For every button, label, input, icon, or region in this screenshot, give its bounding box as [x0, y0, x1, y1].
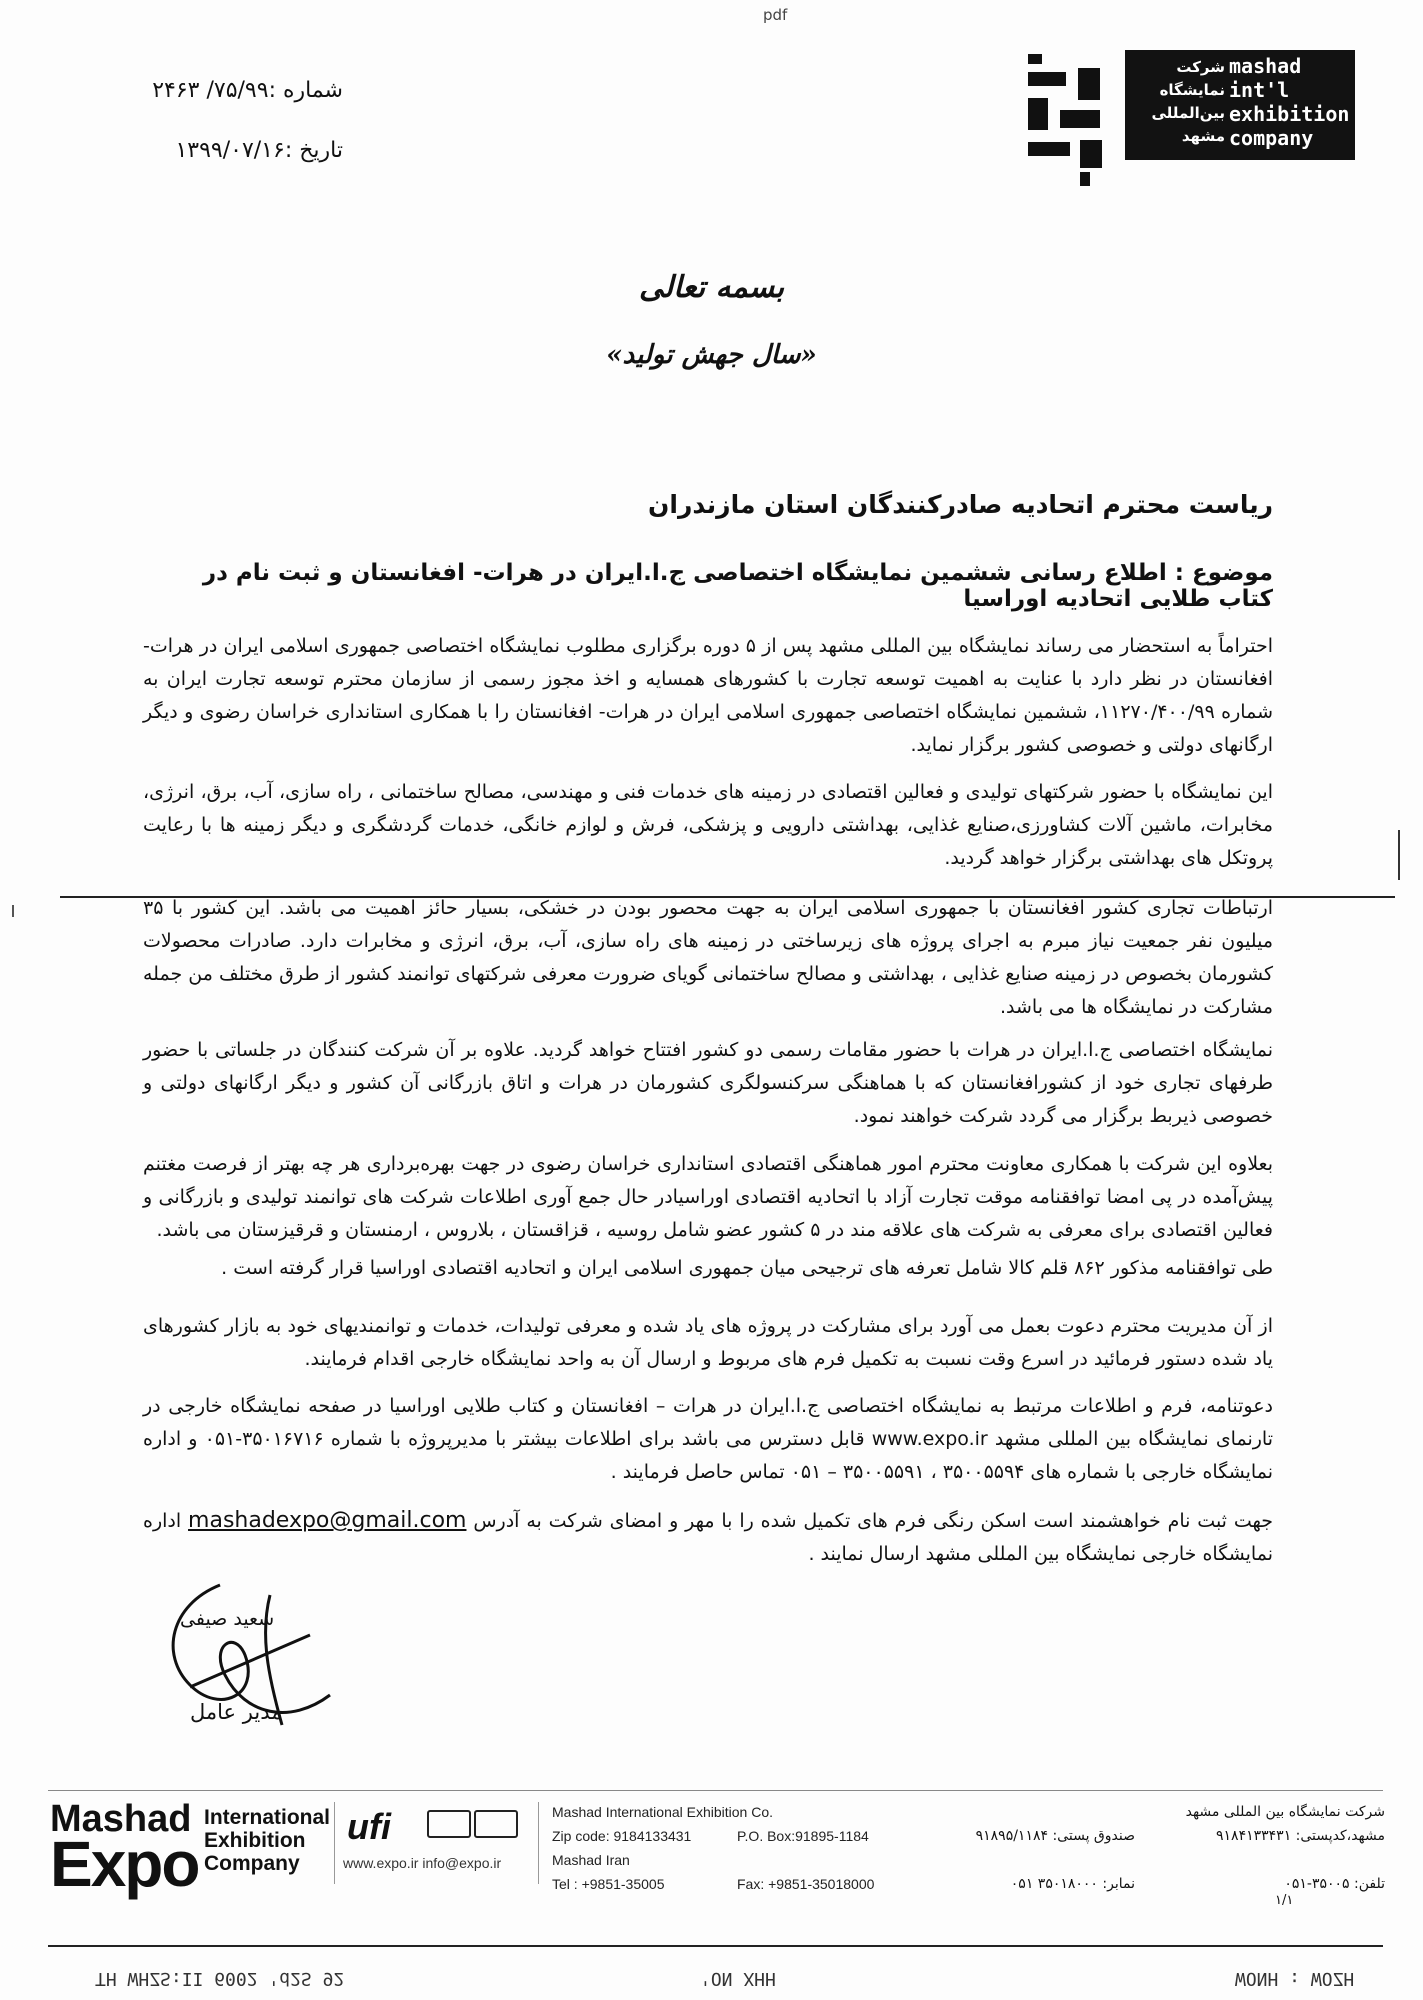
footer-en-pobox: P.O. Box:91895-1184: [737, 1828, 869, 1844]
logo-en-line: mashad: [1229, 54, 1302, 78]
logo-en-line: exhibition: [1229, 102, 1350, 126]
logo-en-line: int'l: [1229, 78, 1290, 102]
footer-separator: [538, 1802, 539, 1884]
fax-stamp-left: TH WHZS:II 6002 'd2S 92: [95, 1968, 345, 1989]
footer-en-fax: Fax: +9851-35018000: [737, 1876, 875, 1892]
ufi-logo: ufi: [347, 1806, 391, 1847]
tuv-badge-icon: [474, 1810, 518, 1838]
expo-logo-line: Mashad: [50, 1798, 192, 1840]
scan-mark: [1398, 830, 1400, 880]
expo-name-line: International: [204, 1806, 331, 1829]
signatory-title: مدیر عامل: [190, 1700, 283, 1724]
footer-fa-zip: مشهد،کدپستی: ۹۱۸۴۱۳۳۴۳۱: [1216, 1828, 1385, 1844]
footer-en-tel: Tel : +9851-35005: [552, 1876, 665, 1892]
body-paragraph: بعلاوه این شرکت با همکاری معاونت محترم امور هماهنگی اقتصادی استانداری خراسان رضوی در جهت بهره‌برداری هر چه بهتر از فرصت مغتنم پیش‌آمده در پی امضا توافقنامه موقت تجارت آزاد با اتحادیه اقتصادی اوراسیادر حال جمع آوری اطلاعات شرکت های توانمند تولیدی و بازرگانی و فعالین اقتصادی برای معرفی به شرکت های علاقه مند در ۵ کشور عضو شامل روسیه ، قزاقستان ، بلاروس ، ارمنستان و قرقیزستان می باشد.: [143, 1153, 1273, 1241]
recipient: ریاست محترم اتحادیه صادرکنندگان استان مازندران: [648, 490, 1273, 519]
page-number: ۱/۱: [1275, 1893, 1294, 1908]
handwritten-signature: [150, 1575, 350, 1765]
certification-badge-icon: [427, 1810, 471, 1838]
footer-fa-title: شرکت نمایشگاه بین المللی مشهد: [1185, 1804, 1385, 1820]
fax-stamp-middle: 'ON XHH: [700, 1968, 776, 1989]
final-text-after: اداره نمایشگاه خارجی نمایشگاه بین المللی مشهد ارسال نمایند .: [143, 1510, 1273, 1565]
company-logo: [1020, 50, 1355, 190]
footer-fa-tel: تلفن: ۳۵۰۰۵-۰۵۱: [1284, 1876, 1385, 1892]
scan-mark: [12, 905, 14, 917]
expo-company-name: [204, 1806, 330, 1875]
logo-fa-line: بین‌المللی: [1151, 104, 1225, 122]
logo-mark-icon: [1020, 50, 1125, 190]
year-motto: «سال جهش تولید»: [606, 340, 817, 370]
footer-fa-pobox: صندوق پستی: ۹۱۸۹۵/۱۱۸۴: [975, 1828, 1135, 1844]
body-paragraph: از آن مدیریت محترم دعوت بعمل می آورد برای مشارکت در پروژه های یاد شده و معرفی تولیدات، خدمات و توانمندیهای خود به بازار کشورهای یاد شده دستور فرمائید در اسرع وقت نسبت به تکمیل فرم های مربوط و ارسال آن به واحد نمایشگاه خارجی اقدام فرمایند.: [143, 1315, 1273, 1370]
fax-stamp-right: WONH : WOZH: [1235, 1968, 1355, 1989]
footer-website-email: www.expo.ir info@expo.ir: [343, 1855, 502, 1871]
footer-en-title: Mashad International Exhibition Co.: [552, 1804, 774, 1820]
logo-en-line: company: [1229, 126, 1314, 150]
footer-divider: [48, 1790, 1383, 1791]
expo-name-line: Exhibition: [204, 1829, 306, 1852]
expo-logo-line: Expo: [50, 1828, 199, 1900]
fax-header-line: [48, 1945, 1383, 1947]
footer-fa-address: [1140, 1800, 1385, 1896]
footer-fa-contact: [920, 1824, 1135, 1896]
body-paragraph: این نمایشگاه با حضور شرکتهای تولیدی و فعالین اقتصادی در زمینه های خدمات فنی و مهندسی، مصالح ساختمانی ، راه سازی، آب، برق، انرژی، مخابرات، ماشین آلات کشاورزی،صنایع غذایی، بهداشتی دارویی و پزشکی، فرش و لوازم خانگی، خدمات گردشگری و دیگر زمینه ها با رعایت پروتکل های بهداشتی برگزار خواهد گردید.: [143, 781, 1273, 869]
subject-line: موضوع : اطلاع رسانی ششمین نمایشگاه اختصاصی ج.ا.ایران در هرات- افغانستان و ثبت نام در کتاب طلایی اتحادیه اوراسیا: [202, 560, 1273, 612]
footer-en-city: Mashad Iran: [552, 1852, 630, 1868]
body-paragraph: ارتباطات تجاری کشور افغانستان با جمهوری اسلامی ایران به جهت محصور بودن در خشکی، بسیار حائز اهمیت می باشد. این کشور با ۳۵ میلیون نفر جمعیت نیاز مبرم به اجرای پروژه های زیرساختی در زمینه های راه سازی، آب، برق، انرژی و مخابرات دارد. صادرات محصولات کشورمان بخصوص در زمینه صنایع غذایی ، بهداشتی و مصالح ساختمانی گویای ضرورت معرفی شرکتهای توانمند کشور از طرق مختلف من جمله مشارکت در نمایشگاه ها می باشد.: [143, 897, 1273, 1018]
contact-email-link[interactable]: mashadexpo@gmail.com: [188, 1508, 467, 1533]
footer-en-contact: [737, 1824, 907, 1896]
final-paragraph: [143, 1504, 1273, 1571]
pdf-label: pdf: [763, 6, 788, 24]
letter-date: تاریخ :۱۳۹۹/۰۷/۱۶: [175, 138, 343, 163]
footer-separator: [334, 1802, 335, 1884]
logo-fa-line: نمایشگاه: [1159, 81, 1225, 99]
body-paragraph: نمایشگاه اختصاصی ج.ا.ایران در هرات با حضور مقامات رسمی دو کشور افتتاح خواهد گردید. علاوه بر آن شرکت کنندگان در جلساتی با حضور طرفهای تجاری خود از کشورافغانستان که با هماهنگی سرکنسولگری کشورمان در هرات و اتاق بازرگانی آن کشور و دیگر ارگانهای دولتی و خصوصی ذیربط برگزار می گردد شرکت خواهند نمود.: [143, 1039, 1273, 1127]
basmala: بسمه تعالی: [638, 270, 785, 305]
expo-name-line: Company: [204, 1852, 300, 1875]
footer-en-zip: Zip code: 9184133431: [552, 1828, 692, 1844]
logo-fa-line: مشهد: [1181, 127, 1225, 145]
body-paragraph: احتراماً به استحضار می رساند نمایشگاه بین المللی مشهد پس از ۵ دوره برگزاری مطلوب نمایشگاه اختصاصی جمهوری اسلامی ایران در هرات- افغانستان در نظر دارد با عنایت به اهمیت توسعه تجارت با کشورهای همسایه و اخذ مجوز رسمی از سازمان محترم توسعه تجارت ایران به شماره ۱۱۲۷۰/۴۰۰/۹۹، ششمین نمایشگاه اختصاصی جمهوری اسلامی ایران در هرات- افغانستان را با همکاری استانداری خراسان رضوی و دیگر ارگانهای دولتی و خصوصی کشور برگزار نماید.: [143, 635, 1273, 756]
logo-fa-line: شرکت: [1176, 58, 1225, 76]
footer-fa-fax: نمابر: ۳۵۰۱۸۰۰۰ ۰۵۱: [1010, 1876, 1135, 1892]
body-paragraph: دعوتنامه، فرم و اطلاعات مرتبط به نمایشگاه اختصاصی ج.ا.ایران در هرات – افغانستان و کتاب طلایی اوراسیا در صفحه نمایشگاه خارجی در تارنمای نمایشگاه بین المللی مشهد www.expo.ir قابل دسترس می باشد برای اطلاعات بیشتر با مدیرپروژه با شماره ۳۵۰۱۶۷۱۶-۰۵۱ و اداره نمایشگاه خارجی با شماره های ۳۵۰۰۵۵۹۴ ، ۳۵۰۰۵۵۹۱ – ۰۵۱ تماس حاصل فرمایند .: [143, 1395, 1274, 1483]
letter-number: شماره :۷۵/۹۹/ ۲۴۶۳: [152, 78, 343, 103]
final-text-before: جهت ثبت نام خواهشمند است اسکن رنگی فرم های تکمیل شده را با مهر و امضای شرکت به آدرس: [473, 1510, 1273, 1532]
signatory-name: سعید صیفی: [180, 1608, 275, 1630]
mashad-expo-logo: [50, 1798, 199, 1900]
body-paragraph: طی توافقنامه مذکور ۸۶۲ قلم کالا شامل تعرفه های ترجیحی میان جمهوری اسلامی ایران و اتحادیه اقتصادی اوراسیا قرار گرفته است .: [221, 1257, 1273, 1279]
